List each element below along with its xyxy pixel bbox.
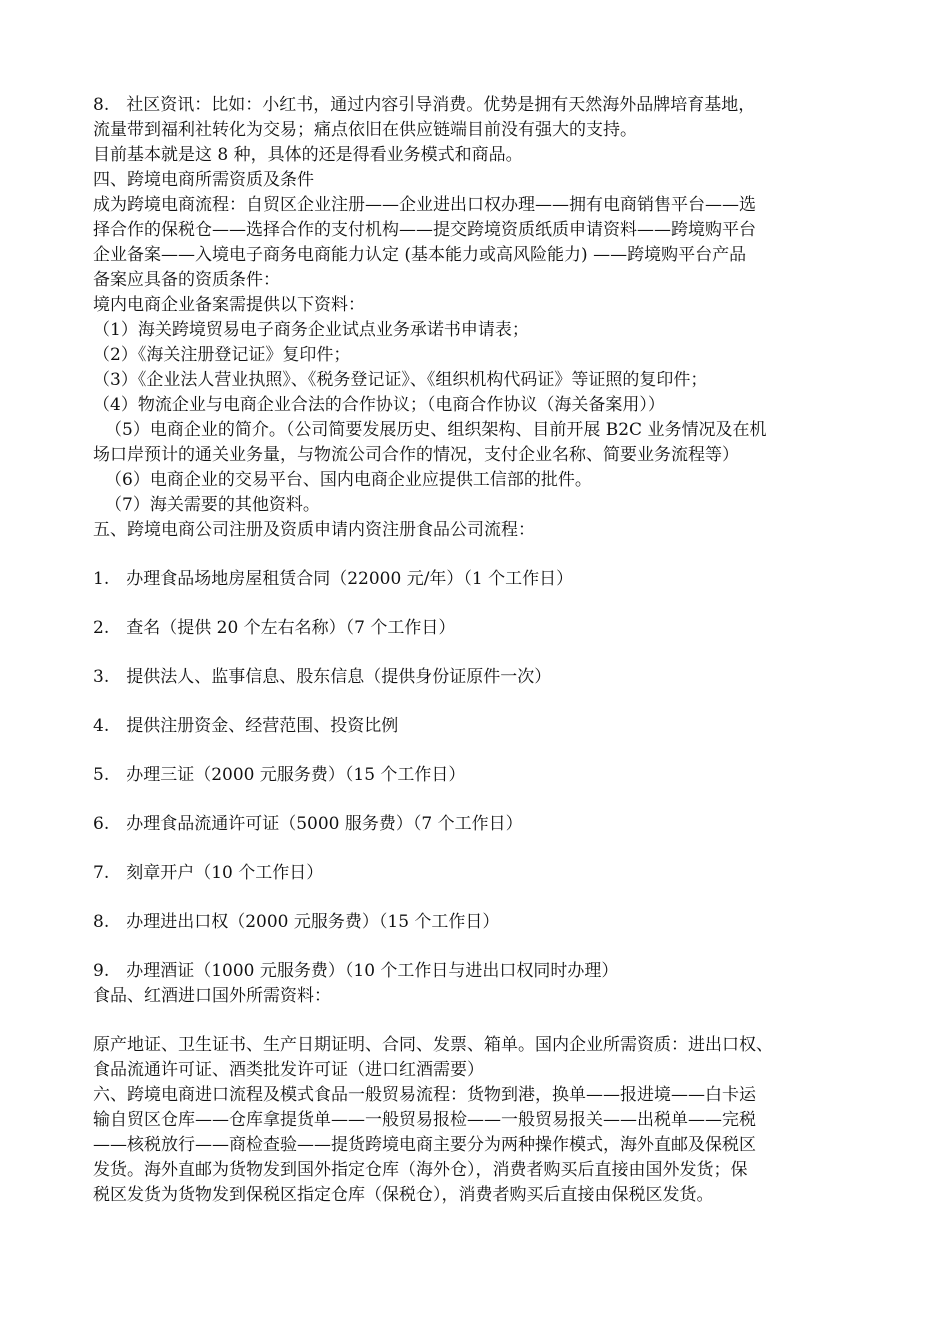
summary-line: 目前基本就是这 8 种，具体的还是得看业务模式和商品。: [93, 145, 523, 165]
step-6: 6. 办理食品流通许可证（5000 服务费）（7 个工作日）: [93, 814, 523, 834]
step-4: 4. 提供注册资金、经营范围、投资比例: [93, 716, 399, 736]
import-materials-heading: 食品、红酒进口国外所需资料：: [93, 986, 331, 1006]
step-2: 2. 查名（提供 20 个左右名称）（7 个工作日）: [93, 618, 456, 638]
material-item-5-cont: 场口岸预计的通关业务量，与物流公司合作的情况，支付企业名称、简要业务流程等）: [93, 445, 739, 465]
import-materials-line-2: 食品流通许可证、酒类批发许可证（进口红酒需要）: [93, 1060, 484, 1080]
section-4-heading: 四、跨境电商所需资质及条件: [93, 170, 314, 190]
step-8: 8. 办理进出口权（2000 元服务费）（15 个工作日）: [93, 912, 500, 932]
material-item-4: （4）物流企业与电商企业合法的合作协议；（电商合作协议（海关备案用））: [93, 395, 665, 415]
community-line-1: 8. 社区资讯：比如：小红书，通过内容引导消费。优势是拥有天然海外品牌培育基地，: [93, 95, 756, 115]
section-6-line-1: 六、跨境电商进口流程及模式食品一般贸易流程：货物到港，换单——报进境——白卡运: [93, 1085, 756, 1105]
material-item-1: （1）海关跨境贸易电子商务企业试点业务承诺书申请表；: [93, 320, 529, 340]
import-materials-line-1: 原产地证、卫生证书、生产日期证明、合同、发票、箱单。国内企业所需资质：进出口权、: [93, 1035, 773, 1055]
section-6-line-5: 税区发货为货物发到保税区指定仓库（保税仓），消费者购买后直接由保税区发货。: [93, 1185, 714, 1205]
process-line-1: 成为跨境电商流程：自贸区企业注册——企业进出口权办理——拥有电商销售平台——选: [93, 195, 756, 215]
process-line-4: 备案应具备的资质条件：: [93, 270, 280, 290]
material-item-5: （5）电商企业的简介。（公司简要发展历史、组织架构、目前开展 B2C 业务情况及在机: [105, 420, 767, 440]
process-line-2: 择合作的保税仓——选择合作的支付机构——提交跨境资质纸质申请资料——跨境购平台: [93, 220, 756, 240]
step-7: 7. 刻章开户（10 个工作日）: [93, 863, 324, 883]
material-item-6: （6）电商企业的交易平台、国内电商企业应提供工信部的批件。: [105, 470, 592, 490]
material-item-3: （3）《企业法人营业执照》、《税务登记证》、《组织机构代码证》等证照的复印件；: [93, 370, 708, 390]
process-line-3: 企业备案——入境电子商务电商能力认定 (基本能力或高风险能力) ——跨境购平台产品: [93, 245, 747, 265]
section-6-line-3: ——核税放行——商检查验——提货跨境电商主要分为两种操作模式，海外直邮及保税区: [93, 1135, 756, 1155]
step-5: 5. 办理三证（2000 元服务费）（15 个工作日）: [93, 765, 466, 785]
material-item-7: （7）海关需要的其他资料。: [105, 495, 320, 515]
step-3: 3. 提供法人、监事信息、股东信息（提供身份证原件一次）: [93, 667, 552, 687]
section-5-heading: 五、跨境电商公司注册及资质申请内资注册食品公司流程：: [93, 520, 535, 540]
section-6-line-4: 发货。海外直邮为货物发到国外指定仓库（海外仓），消费者购买后直接由国外发货；保: [93, 1160, 748, 1180]
material-item-2: （2）《海关注册登记证》复印件；: [93, 345, 351, 365]
step-1: 1. 办理食品场地房屋租赁合同（22000 元/年）（1 个工作日）: [93, 569, 574, 589]
section-6-line-2: 输自贸区仓库——仓库拿提货单——一般贸易报检——一般贸易报关——出税单——完税: [93, 1110, 756, 1130]
community-line-2: 流量带到福利社转化为交易；痛点依旧在供应链端目前没有强大的支持。: [93, 120, 637, 140]
materials-intro: 境内电商企业备案需提供以下资料：: [93, 295, 365, 315]
step-9: 9. 办理酒证（1000 元服务费）（10 个工作日与进出口权同时办理）: [93, 961, 619, 981]
